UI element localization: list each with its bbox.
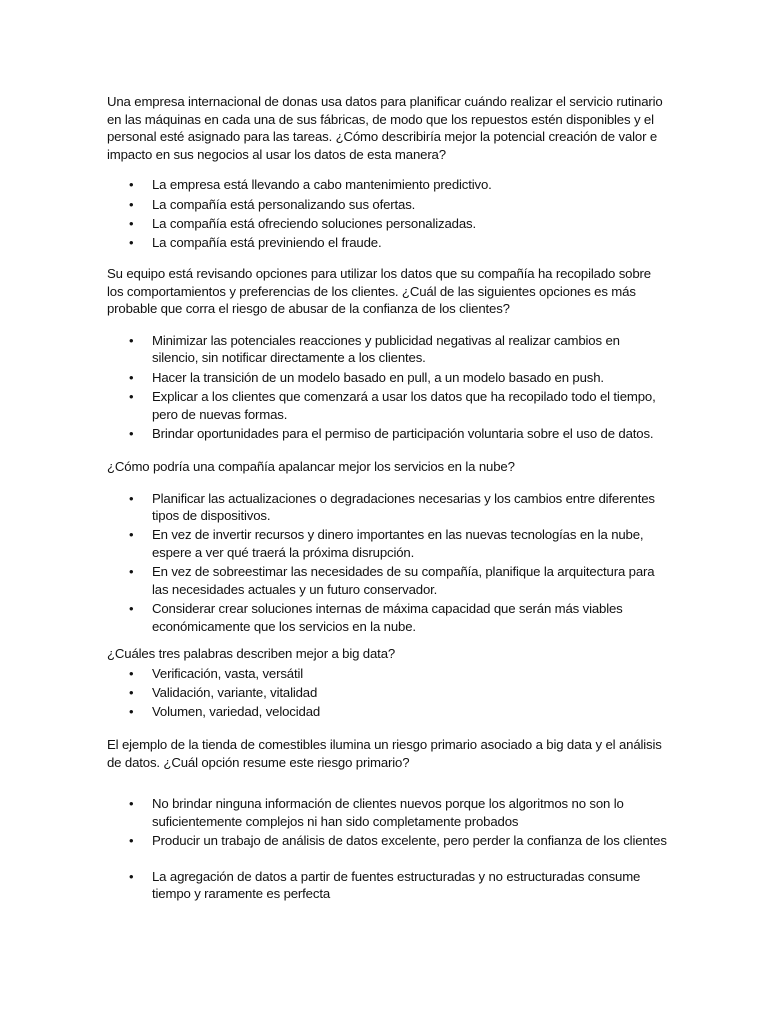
option-text: La compañía está ofreciendo soluciones personalizadas.	[152, 215, 476, 231]
option-text: Considerar crear soluciones internas de máxima capacidad que serán más viables económicamente que los servicios en la nube.	[152, 601, 623, 634]
option-text: Minimizar las potenciales reacciones y publicidad negativas al realizar cambios en silencio, sin notificar directamente a los clientes.	[152, 332, 620, 366]
question-text: El ejemplo de la tienda de comestibles ilumina un riesgo primario asociado a big data y el análisis de datos. ¿Cuál opción resume este riesgo primario?	[107, 737, 662, 770]
option-text: La empresa está llevando a cabo mantenimiento predictivo.	[152, 177, 492, 193]
option-text: La compañía está personalizando sus ofertas.	[152, 196, 416, 212]
option-text: Planificar las actualizaciones o degradaciones necesarias y los cambios entre diferentes tipos de dispositivos.	[152, 490, 655, 524]
option-item	[107, 176, 667, 194]
question-text: ¿Cómo podría una compañía apalancar mejor los servicios en la nube?	[107, 459, 515, 474]
bullet-icon: •	[129, 796, 134, 812]
option-list	[107, 332, 667, 443]
option-text: La compañía está previniendo el fraude.	[152, 235, 382, 251]
option-text: Validación, variante, vitalidad	[152, 684, 318, 700]
option-text: Producir un trabajo de análisis de datos excelente, pero perder la confianza de los clientes	[152, 833, 667, 849]
bullet-icon: •	[129, 665, 134, 681]
option-text: Explicar a los clientes que comenzará a usar los datos que ha recopilado todo el tiempo, pero de nuevas formas.	[152, 388, 656, 422]
option-item	[107, 332, 667, 367]
option-item	[107, 369, 667, 387]
option-item	[107, 868, 667, 903]
bullet-icon: •	[129, 564, 134, 580]
bullet-icon: •	[129, 215, 134, 231]
question-4	[107, 645, 667, 722]
bullet-icon: •	[129, 527, 134, 543]
option-item	[107, 234, 667, 252]
bullet-icon: •	[129, 868, 134, 884]
bullet-icon: •	[129, 704, 134, 720]
bullet-icon: •	[129, 369, 134, 385]
option-text: No brindar ninguna información de clientes nuevos porque los algoritmos no son lo suficientemente complejos ni han sido completamente probados	[152, 796, 624, 829]
bullet-icon: •	[129, 833, 134, 849]
option-item	[107, 388, 667, 423]
option-text: Verificación, vasta, versátil	[152, 665, 304, 681]
bullet-icon: •	[129, 490, 134, 506]
option-item	[107, 526, 667, 561]
option-item	[107, 832, 667, 850]
option-item	[107, 490, 667, 525]
question-3	[107, 458, 667, 637]
question-5	[107, 736, 667, 905]
option-list	[107, 176, 667, 251]
option-item	[107, 600, 667, 635]
option-list	[107, 490, 667, 636]
bullet-icon: •	[129, 235, 134, 251]
option-item	[107, 215, 667, 233]
option-item	[107, 563, 667, 598]
option-text: Volumen, variedad, velocidad	[152, 704, 321, 720]
bullet-icon: •	[129, 684, 134, 700]
option-text: En vez de invertir recursos y dinero importantes en las nuevas tecnologías en la nube, espere a ver qué traerá la próxima disrupción.	[152, 527, 644, 561]
bullet-icon: •	[129, 332, 134, 348]
question-text: Una empresa internacional de donas usa datos para planificar cuándo realizar el servicio rutinario en las máquinas en cada una de sus fábricas, de modo que los repuestos estén disponibles y el personal esté asignado para las tareas. ¿Cómo describiría mejor la potencial creación de valor e impacto en sus negocios al usar los datos de esta manera?	[107, 94, 663, 162]
option-text: En vez de sobreestimar las necesidades de su compañía, planifique la arquitectura para las necesidades actuales y un futuro conservador.	[152, 564, 655, 597]
option-text: Brindar oportunidades para el permiso de participación voluntaria sobre el uso de datos.	[152, 425, 654, 441]
bullet-icon: •	[129, 388, 134, 404]
bullet-icon: •	[129, 177, 134, 193]
option-item	[107, 665, 667, 683]
question-2	[107, 265, 667, 444]
option-item	[107, 196, 667, 214]
bullet-icon: •	[129, 425, 134, 441]
option-list	[107, 795, 667, 903]
option-text: La agregación de datos a partir de fuentes estructuradas y no estructuradas consume tiempo y raramente es perfecta	[152, 868, 641, 902]
question-text: Su equipo está revisando opciones para utilizar los datos que su compañía ha recopilado sobre los comportamientos y preferencias de los clientes. ¿Cuál de las siguientes opciones es más probable que corra el riesgo de abusar de la confianza de los clientes?	[107, 266, 651, 317]
option-list	[107, 665, 667, 721]
option-text: Hacer la transición de un modelo basado en pull, a un modelo basado en push.	[152, 369, 604, 385]
question-text: ¿Cuáles tres palabras describen mejor a big data?	[107, 646, 396, 661]
option-item	[107, 703, 667, 721]
option-item	[107, 795, 667, 830]
question-1	[107, 93, 667, 254]
bullet-icon: •	[129, 601, 134, 617]
bullet-icon: •	[129, 196, 134, 212]
option-item	[107, 684, 667, 702]
option-item	[107, 425, 667, 443]
